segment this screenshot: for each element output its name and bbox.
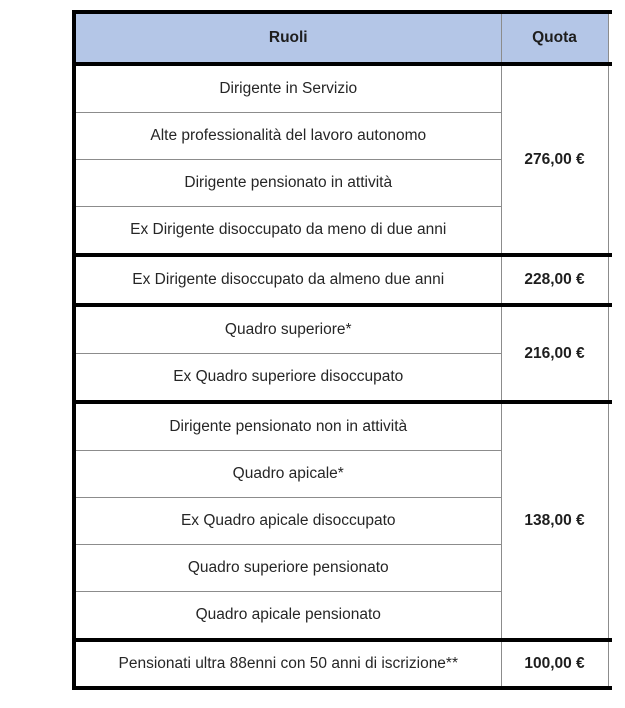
quota-cell: 138,00 € [501, 402, 608, 640]
role-cell: Alte professionalità del lavoro autonomo [74, 113, 501, 160]
role-cell: Quadro apicale* [74, 451, 501, 498]
role-cell: Ex Quadro superiore disoccupato [74, 354, 501, 403]
quota-cell: 228,00 € [501, 255, 608, 305]
quota-cell: 276,00 € [501, 64, 608, 255]
header-ruoli: Ruoli [74, 12, 501, 64]
table-row [74, 64, 612, 113]
extra-cell [608, 305, 612, 402]
role-cell: Dirigente pensionato non in attività [74, 402, 501, 451]
quota-cell: 100,00 € [501, 640, 608, 688]
role-cell: Quadro superiore pensionato [74, 545, 501, 592]
table-row [74, 255, 612, 305]
extra-cell [608, 255, 612, 305]
extra-cell [608, 64, 612, 255]
table-row [74, 305, 612, 354]
role-cell: Dirigente pensionato in attività [74, 160, 501, 207]
fee-table [72, 10, 612, 690]
role-cell: Quadro apicale pensionato [74, 592, 501, 641]
role-cell: Quadro superiore* [74, 305, 501, 354]
role-cell: Ex Dirigente disoccupato da meno di due anni [74, 207, 501, 256]
table-row [74, 640, 612, 688]
role-cell: Pensionati ultra 88enni con 50 anni di iscrizione** [74, 640, 501, 688]
fee-table-container [72, 10, 610, 690]
role-cell: Dirigente in Servizio [74, 64, 501, 113]
role-cell: Ex Dirigente disoccupato da almeno due anni [74, 255, 501, 305]
header-extra-column [608, 12, 612, 64]
role-cell: Ex Quadro apicale disoccupato [74, 498, 501, 545]
table-row [74, 402, 612, 451]
quota-cell: 216,00 € [501, 305, 608, 402]
extra-cell [608, 402, 612, 640]
table-header-row [74, 12, 612, 64]
extra-cell [608, 640, 612, 688]
header-quota: Quota [501, 12, 608, 64]
